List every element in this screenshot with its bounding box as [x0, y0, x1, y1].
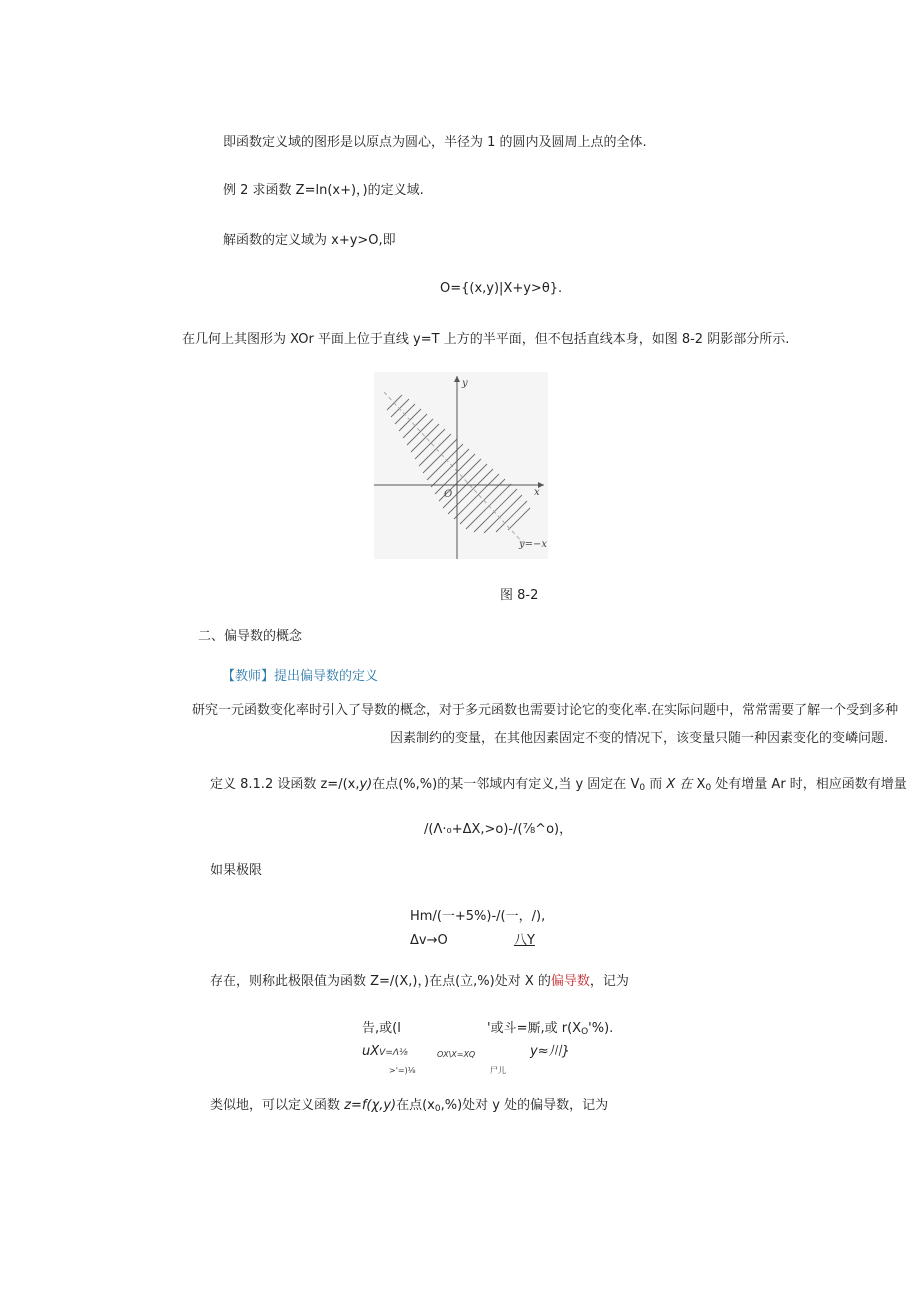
notation-row3-b: 尸儿	[490, 1066, 506, 1075]
section-heading: 二、偏导数的概念	[198, 629, 303, 644]
teacher-tag: 【教师】提出偏导数的定义	[222, 669, 379, 684]
paragraph-line-1: 研究一元函数变化率时引入了导数的概念，对于多元函数也需要讨论它的变化率.在实际问题中，常常需要了解一个受到多种	[192, 703, 899, 718]
notation-row3-a: >'=)⅛	[389, 1066, 416, 1075]
notation-part: '%).	[588, 1021, 614, 1036]
similar-part: z=f(χ,y)	[344, 1098, 397, 1113]
notation-main-left: 告,或(l	[362, 1021, 401, 1036]
definition-part: 处有增量 Ar 时，相应函数有增量	[711, 777, 907, 792]
boundary-line	[384, 392, 524, 544]
partial-derivative-definition	[210, 973, 629, 991]
line-label: y=−x	[519, 539, 548, 550]
shaded-hatching	[387, 395, 530, 533]
similar-part: ,%)处对 y 处的偏导数，记为	[440, 1098, 609, 1113]
notation-row2-a	[362, 1043, 408, 1062]
text-line-domain-desc: 即函数定义域的图形是以原点为圆心，半径为 1 的圆内及圆周上点的全体.	[223, 135, 647, 150]
half-plane-graph	[374, 372, 548, 559]
notation-main-right	[487, 1020, 613, 1041]
notation-row2-b: OX\X=XQ	[437, 1050, 476, 1059]
definition-part: 定义 8.1.2 设函数 z=/(x,	[210, 777, 360, 792]
notation-part: uX	[362, 1044, 380, 1059]
exists-part: 存在，则称此极限值为函数 Z=/(X,)，)在点(立,%)处对 X 的	[210, 974, 551, 989]
limit-numerator: Hm/(一+5%)-/(一，/),	[410, 909, 546, 924]
limit-intro: 如果极限	[210, 863, 263, 878]
definition-part: 在点(%,%)的某一邻域内有定义,当 y 固定在 V	[372, 777, 640, 792]
definition-part: 而	[645, 777, 667, 792]
subscript: 0	[639, 783, 646, 793]
definition-part: y)	[359, 777, 373, 792]
notation-row2-c: y≈川}	[530, 1044, 570, 1059]
definition-8-1-2	[210, 776, 907, 797]
subscript: O	[581, 1027, 589, 1037]
partial-derivative-term: 偏导数	[550, 974, 590, 989]
y-axis-label: y	[462, 378, 468, 389]
figure-caption: 图 8-2	[500, 588, 539, 603]
x-axis-label: x	[534, 487, 540, 498]
paragraph-line-2: 因素制约的变量，在其他因素固定不变的情况下，该变量只随一种因素变化的变嶙问题.	[390, 731, 889, 746]
similar-definition	[210, 1097, 608, 1118]
definition-part: X	[692, 777, 706, 792]
definition-part: X 在	[666, 777, 693, 792]
figure-8-2	[374, 372, 548, 559]
subscript: V=Λ⅛	[379, 1048, 408, 1058]
y-axis-arrow-icon	[454, 376, 460, 382]
solution-line: 解函数的定义域为 x+y>O,即	[223, 233, 396, 248]
geometry-description: 在几何上其图形为 XOr 平面上位于直线 y=T 上方的半平面，但不包括直线本身，如图 8-2 阴影部分所示.	[182, 332, 790, 347]
limit-denominator-right: 八Y	[514, 933, 535, 948]
increment-formula: /(Λ·₀+ΔX,>o)-/(⅞^o)，	[424, 822, 573, 837]
similar-part: 在点(x	[396, 1098, 435, 1113]
subscript: 0	[434, 1104, 441, 1114]
origin-label: O	[444, 489, 453, 500]
example-2-statement: 例 2 求函数 Z=ln(x+)，)的定义域.	[223, 183, 424, 198]
notation-part: '或斗=厮,或 r(X	[487, 1021, 582, 1036]
limit-denominator-left: Δv→O	[410, 933, 448, 948]
exists-part: ，记为	[589, 974, 629, 989]
domain-set-formula: O={(x,y)|X+y>θ}.	[440, 281, 563, 296]
similar-part: 类似地，可以定义函数	[210, 1098, 345, 1113]
subscript: 0	[705, 783, 712, 793]
